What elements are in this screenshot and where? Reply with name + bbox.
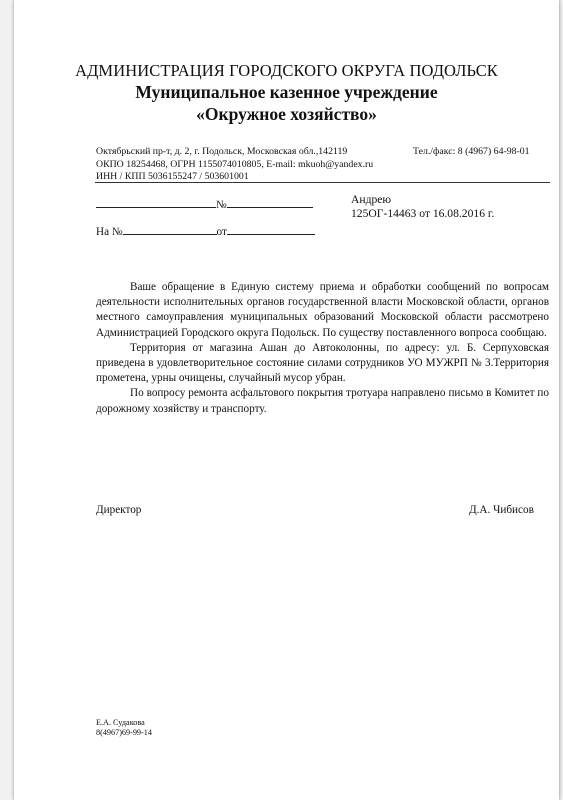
executor-phone: 8(4967)69-99-14 bbox=[96, 728, 152, 737]
addressee-name: Андрею bbox=[351, 193, 392, 206]
institution-phone: Тел./факс: 8 (4967) 64-98-01 bbox=[413, 146, 530, 157]
reply-to-line bbox=[96, 223, 315, 238]
header-divider bbox=[95, 182, 550, 183]
date-blank bbox=[96, 196, 216, 208]
institution-name-line1: Муниципальное казенное учреждение bbox=[135, 82, 438, 102]
reply-number-blank bbox=[123, 223, 217, 235]
institution-inn: ИНН / КПП 5036155247 / 503601001 bbox=[96, 171, 249, 182]
reply-to-label: На № bbox=[96, 226, 123, 238]
signer-position: Директор bbox=[96, 504, 142, 516]
reply-from-label: от bbox=[216, 226, 227, 238]
letter-page bbox=[14, 0, 559, 800]
body-paragraph-2: Территория от магазина Ашан до Автоколонны, по адресу: ул. Б. Серпуховская приведена в удовлетворительное состояние силами сотрудников УО МУЖРП № 3.Территория прометена, урны очищены, случайный мусор убран. bbox=[96, 341, 549, 385]
number-blank bbox=[227, 196, 313, 208]
signer-name: Д.А. Чибисов bbox=[469, 504, 534, 516]
administration-title: АДМИНИСТРАЦИЯ ГОРОДСКОГО ОКРУГА ПОДОЛЬСК bbox=[75, 61, 498, 80]
reply-date-blank bbox=[227, 223, 315, 235]
body-paragraph-3: По вопросу ремонта асфальтового покрытия тротуара направлено письмо в Комитет по дорожному хозяйству и транспорту. bbox=[96, 387, 549, 415]
outgoing-number-line bbox=[96, 196, 313, 211]
institution-codes: ОКПО 18254468, ОГРН 1155074010805, E-mail: mkuoh@yandex.ru bbox=[96, 159, 374, 170]
body-paragraph-1: Ваше обращение в Единую систему приема и обработки сообщений по вопросам деятельности исполнительных органов государственной власти Московской области, органов местного самоуправления муниципальных образований Московской области рассмотрено Администрацией Городского округа Подольск. По существу поставленного вопроса сообщаю. bbox=[96, 281, 549, 339]
number-label: № bbox=[216, 199, 227, 211]
addressee-reference: 125ОГ-14463 от 16.08.2016 г. bbox=[351, 207, 495, 220]
executor-name: Е.А. Судакова bbox=[96, 718, 145, 727]
letter-body bbox=[96, 280, 549, 417]
institution-address: Октябрьский пр-т, д. 2, г. Подольск, Московская обл.,142119 bbox=[96, 146, 348, 157]
institution-name-line2: «Окружное хозяйство» bbox=[196, 104, 377, 124]
